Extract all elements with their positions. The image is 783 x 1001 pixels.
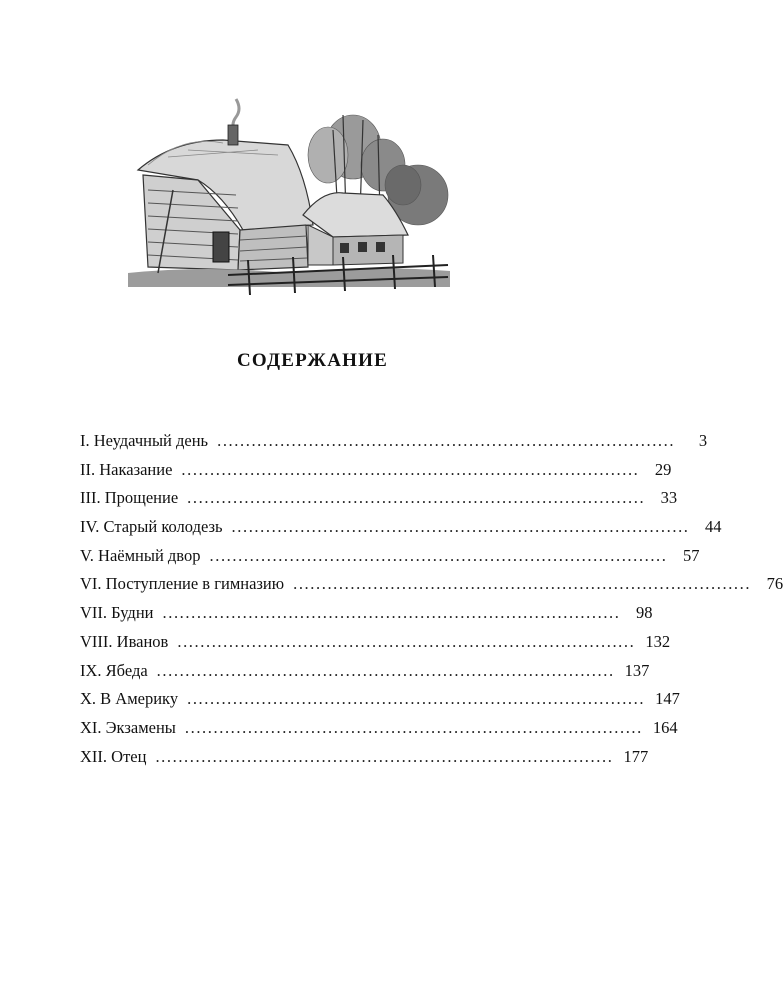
toc-entry — [80, 456, 672, 485]
toc-entry-page: 29 — [654, 459, 672, 479]
toc-leader-dots: ................................................................................ — [209, 545, 668, 565]
toc-leader-dots: ................................................................................ — [293, 574, 752, 594]
toc-entry-page: 44 — [705, 517, 722, 537]
toc-leader-dots: ................................................................................ — [155, 746, 614, 766]
toc-entry-page: 147 — [655, 689, 680, 709]
toc-entry-page: 132 — [645, 631, 671, 651]
toc-entry-page: 3 — [698, 431, 708, 450]
toc-entry — [80, 628, 671, 657]
toc-leader-dots: ................................................................................ — [162, 603, 621, 623]
toc-entry — [80, 484, 678, 513]
toc-entry — [80, 657, 650, 686]
toc-leader-dots: ................................................................................ — [177, 631, 636, 651]
toc-leader-dots: ................................................................................ — [181, 459, 640, 479]
toc-entry-page: 33 — [660, 488, 678, 508]
toc-entry — [80, 599, 653, 628]
village-illustration — [128, 95, 450, 305]
toc-leader-dots: ................................................................................ — [156, 660, 615, 680]
toc-entry-title: XII. Отец — [80, 746, 147, 766]
toc-entry-title: VI. Поступление в гимназию — [80, 574, 285, 594]
toc-entry-title: IV. Старый колодезь — [80, 517, 223, 537]
toc-entry — [80, 714, 678, 743]
table-of-contents — [80, 427, 783, 771]
toc-entry-page: 98 — [636, 603, 653, 623]
toc-entry-title: X. В Америку — [80, 689, 179, 709]
toc-entry-title: III. Прощение — [80, 488, 179, 508]
toc-entry-title: VIII. Иванов — [80, 631, 169, 651]
toc-entry-title: IX. Ябеда — [80, 660, 148, 680]
toc-entry — [80, 685, 680, 714]
village-cottages-icon — [128, 95, 450, 305]
toc-leader-dots: ................................................................................ — [231, 517, 690, 537]
toc-entry-page: 57 — [683, 545, 700, 565]
toc-entry-title: I. Неудачный день — [80, 431, 209, 450]
toc-entry — [80, 427, 708, 456]
toc-leader-dots: ................................................................................ — [187, 689, 646, 709]
toc-entry — [80, 570, 783, 599]
toc-leader-dots: ................................................................................ — [184, 717, 643, 737]
toc-entry-page: 164 — [652, 717, 678, 737]
toc-entry-page: 177 — [623, 746, 649, 766]
page-title: СОДЕРЖАНИЕ — [237, 350, 388, 371]
toc-entry-title: V. Наёмный двор — [80, 545, 201, 565]
toc-entry-title: VII. Будни — [80, 603, 154, 623]
toc-entry-page: 137 — [624, 660, 650, 680]
toc-leader-dots: ................................................................................ — [187, 488, 646, 508]
toc-entry — [80, 743, 649, 772]
toc-entry-page: 76 — [766, 574, 783, 594]
toc-entry — [80, 513, 722, 542]
toc-leader-dots: ................................................................................ — [217, 431, 676, 450]
toc-entry-title: II. Наказание — [80, 459, 173, 479]
toc-entry — [80, 542, 700, 571]
toc-entry-title: XI. Экзамены — [80, 717, 176, 737]
